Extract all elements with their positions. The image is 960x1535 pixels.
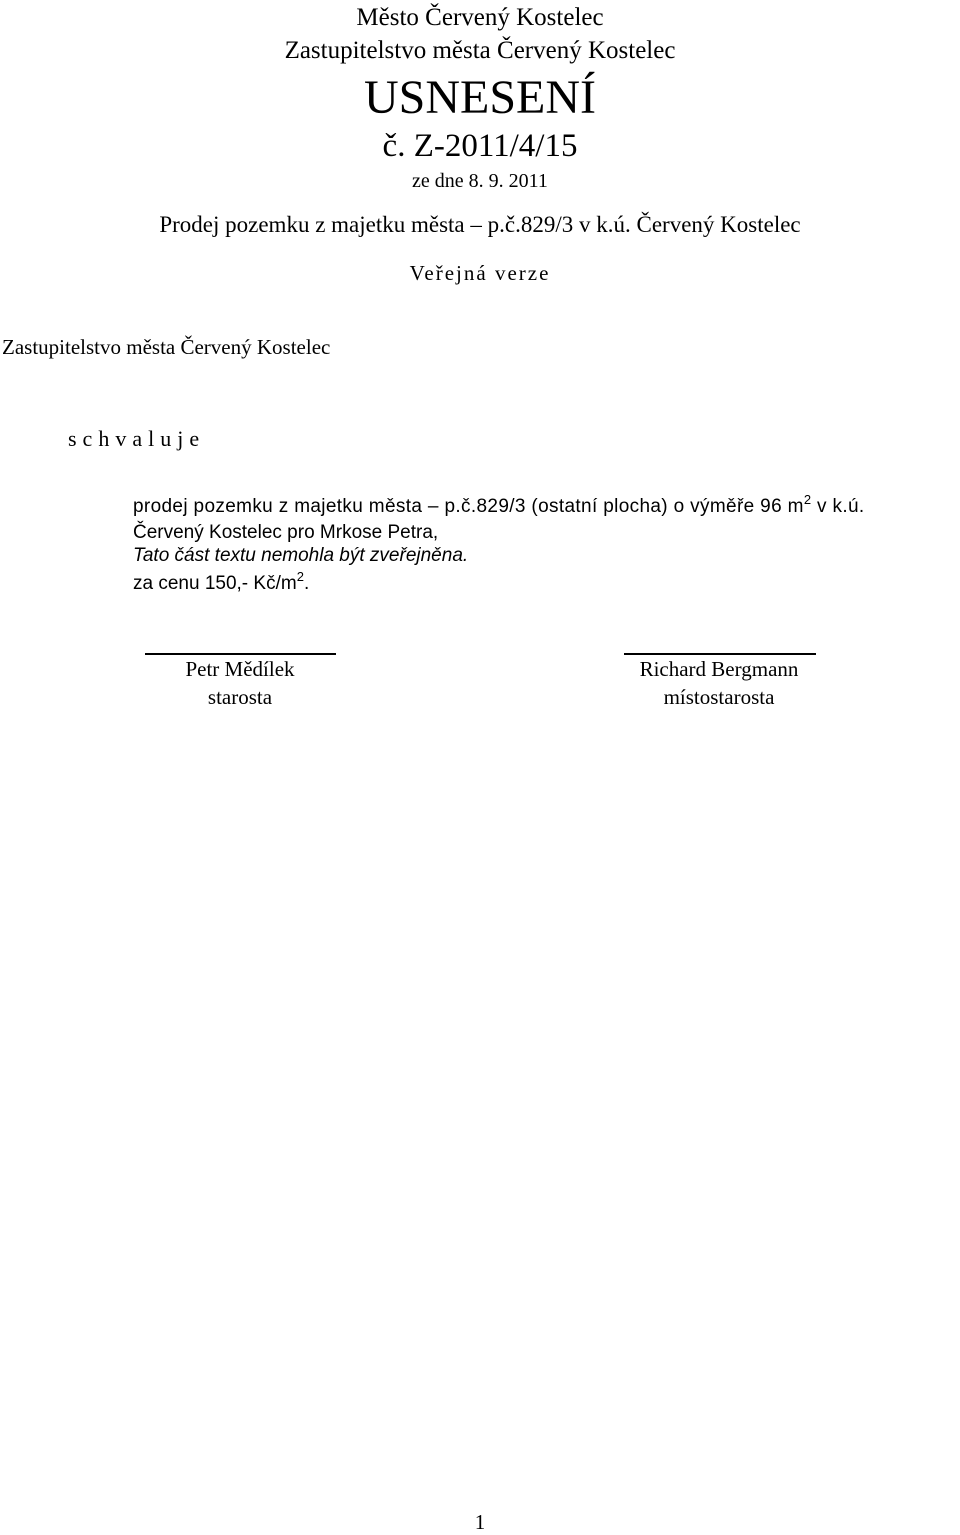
resolution-price-main: za cenu 150,- Kč/m [133,573,297,594]
approves-heading: schvaluje [68,426,206,451]
resolution-price-end: . [303,573,310,594]
municipality-name: Město Červený Kostelec [356,4,604,31]
resolution-text-line-1 [133,492,865,518]
mayor-signature-line [145,653,336,655]
mayor-name: Petr Mědílek [185,657,295,681]
council-name: Zastupitelstvo města Červený Kostelec [284,37,676,64]
deputy-signature-line [624,653,816,655]
deputy-mayor-role: místostarosta [663,685,775,709]
resolution-text-line-2: Červený Kostelec pro Mrkose Petra, [133,522,439,543]
resolution-number: č. Z-2011/4/15 [382,128,578,164]
resolution-text-line-1-main: prodej pozemku z majetku města – p.č.829/3 (ostatní plocha) o výměře 96 m [133,496,804,517]
document-type-title: USNESENÍ [363,71,596,124]
redaction-notice: Tato část textu nemohla být zveřejněna. [133,545,469,566]
deputy-mayor-name: Richard Bergmann [639,657,799,681]
resolution-subject: Prodej pozemku z majetku města – p.č.829/3 v k.ú. Červený Kostelec [159,212,801,237]
public-version-label: Veřejná verze [409,261,551,285]
price-unit-superscript: 2 [296,569,304,584]
resolution-price [133,569,310,595]
page-number: 1 [474,1510,486,1534]
body-council-name: Zastupitelstvo města Červený Kostelec [2,335,331,359]
resolution-text-line-1-end: v k.ú. [811,496,865,517]
resolution-date: ze dne 8. 9. 2011 [412,170,548,192]
area-unit-superscript: 2 [803,492,812,507]
mayor-role: starosta [207,685,273,709]
